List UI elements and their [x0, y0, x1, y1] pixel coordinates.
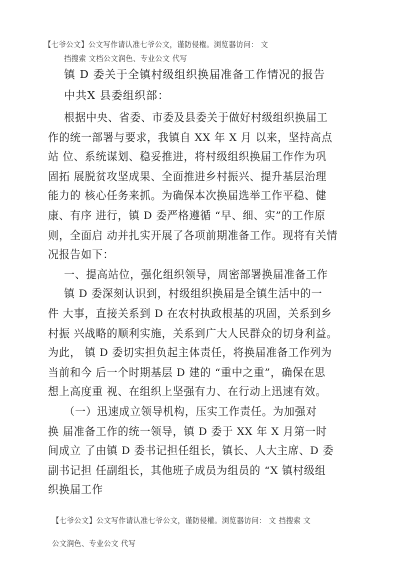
- body-line: 为此， 镇 D 委切实担负起主体责任，将换届准备工作列为: [48, 347, 333, 360]
- body-line: 织换届工作: [48, 484, 103, 497]
- body-line: 况报告如下：: [48, 249, 114, 262]
- body-line: 村振 兴战略的顺利实施，关系到广大人民群众的切身利益。: [48, 327, 338, 340]
- body-line: 换 届准备工作的统一领导，镇 D 委于 XX 年 X 月第一时: [48, 425, 327, 438]
- body-line: 一、提高站位，强化组织领导，周密部署换届准备工作: [64, 268, 328, 281]
- footer-line-2: 公文润色、专业公文 代写: [52, 539, 136, 548]
- document-body: [48, 109, 378, 501]
- body-line: 则，全面启 动并扎实开展了各项前期准备工作。现将有关情: [48, 229, 338, 242]
- header-line-1: 【七爷公文】公文写作请认准七爷公文，谨防侵権。浏览器访问： 文: [44, 40, 269, 49]
- footer-line-1: 【七爷公文】公文写作请认准七爷公文，谨防侵權。浏览器访问： 文 挡搜索 文: [52, 516, 311, 525]
- body-line: 能力的 核心任务来抓。为确保本次换届选举工作平稳、健: [48, 190, 327, 203]
- body-line: 作的统一部署与要求，我镇自 XX 年 X 月 以来，坚持高点: [48, 131, 333, 144]
- body-line: 间成立 了由镇 D 委书记担任组长，镇长、人大主席、D 委: [48, 445, 334, 458]
- body-line: 镇 D 委深刻认识到，村级组织换届是全镇生活中的一: [64, 288, 323, 301]
- body-line: 副书记担 任副组长，其他班子成员为组员的 “X 镇村级组: [48, 464, 326, 477]
- body-line: 件 大事，直接关系到 D 在农村执政根基的巩固，关系到乡: [48, 307, 333, 320]
- addressee: 中共X 县委组织部：: [64, 89, 170, 102]
- header-line-2: 挡搜索 文档公文润色、专业公文 代写: [64, 54, 188, 63]
- body-line: 当前和今 后一个时期基层 D 建的 “重中之重”，确保在思: [48, 366, 326, 379]
- document-title: 镇 D 委关于全镇村级组织换届准备工作情况的报告: [64, 68, 326, 81]
- body-line: 想上高度重 视、在组织上坚强有力、在行动上迅速有效。: [48, 386, 327, 399]
- body-line: （一）迅速成立领导机构，压实工作责任。为加强对: [64, 405, 317, 418]
- footer: [52, 514, 382, 550]
- body-line: 固拓 展脱贫攻坚成果、全面推进乡村振兴、提升基层治理: [48, 170, 327, 183]
- body-line: 站 位、系统谋划、稳妥推进，将村级组织换届工作作为巩: [48, 151, 327, 164]
- body-line: 根据中央、省委、市委及县委关于做好村级组织换届工: [64, 112, 328, 124]
- body-line: 康、有序 进行，镇 D 委严格遵循 “早、细、实”的工作原: [48, 209, 326, 222]
